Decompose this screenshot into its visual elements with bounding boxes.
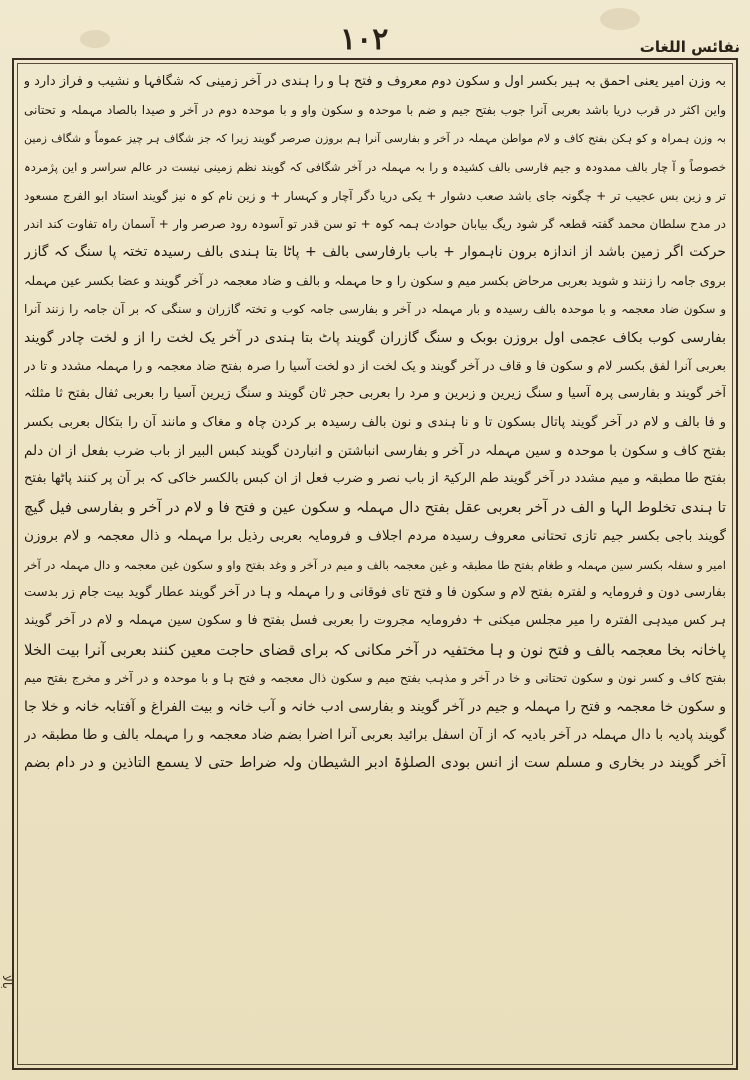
text-line: گویند پادیہ با دال مہملہ در آخر بادیہ کہ از آن اسفل برائید بعربی آنرا اضرا بضم ضاد معجمہ و را مہملہ بالف و طا مطبقہ در bbox=[24, 726, 726, 743]
text-line: و فا بالف و لام در آخر گویند پاتال بسکون تا و نا ہندی و نون بالف رسیدہ بر کردن چاہ و مغاک و مانند آن را بتکال بعربی بکسر bbox=[24, 414, 726, 430]
text-line: در مدح سلطان محمد گفتہ قطعہ گر شود ریگ بیابان حوادث ہمہ کوہ + تو سن قدر تو آسودہ رود صرصر وار + آسمان راہ تفاوت کند اندر bbox=[24, 216, 726, 231]
text-line: بفتح کاف و کسر نون و سکون تحتانی و خا در آخر و مذہب بفتح میم و سکون ذال معجمہ و فتح ہا و با موحدہ و در آخر و مخرج بفتح میم bbox=[24, 671, 726, 686]
text-line: حرکت اگر زمین باشد از اندازہ برون ناہموار + باب بارفارسی بالف + پاٹا بتا ہندی بالف رسیدہ تختہ پا سنگ کہ گازر bbox=[24, 244, 726, 261]
text-frame bbox=[12, 58, 738, 1070]
text-line: آخر گویند در بخاری و مسلم ست از انس بودی الصلوٰۃ ادبر الشیطان ولہ ضراط حتی لا یسمع التاذین و در دام بضم bbox=[24, 755, 726, 772]
text-line: واین اکثر در قرب دریا باشد بعربی آنرا جوب بفتح جیم و ضم با موحدہ و سکون واو و با موحدہ دوم در آخر و صیدا بالصاد مہملہ و تحتانی bbox=[24, 103, 726, 118]
text-line: گویند باجی بکسر جیم تازی تحتانی معروف رسیدہ مردم اجلاف و فرومایہ بعربی رذیل برا مہملہ و ذال معجمہ و لام بروزن bbox=[24, 528, 726, 545]
text-line: تا ہندی تخلوط الہا و الف در آخر بعربی عقل بفتح دال مہملہ و سکون عین و فتح فا و لام در آخر و بفارسی فیل گیچ bbox=[24, 499, 726, 516]
text-body bbox=[24, 68, 726, 1060]
text-line: پاخانہ بخا معجمہ بالف و فتح نون و ہا مختفیہ در آخر مکانی کہ برای قضای حاجت معین کنند بعربی آنرا بیت الخلا bbox=[24, 640, 726, 659]
text-line: خصوصاً و آ چار بالف ممدودہ و جیم فارسی بالف کشیدہ و را بہ مہملہ در آخر شگافی کہ گویند نظم زمینی نیست در عالم سراسر و این پژمردہ bbox=[24, 160, 726, 175]
text-line: آخر گویند و بفارسی پرہ آسیا و سنگ زیرین و زبرین و مرد را بعربی حجر ثان گویند و سنگ زیرین آسیا را بعربی ثفال بفتح ثا مثلثہ bbox=[24, 386, 726, 402]
running-title: نفائس اللغات bbox=[639, 38, 740, 56]
text-line: بہ وزن ہمراہ و کو ہکن بفتح کاف و لام مواطن مہملہ در آخر و بفارسی آنرا ہم بروزن صرصر گویند زیرا کہ جز شگاف ہر چیز عموماً و شگاف زمین bbox=[24, 131, 726, 145]
paper-stain bbox=[80, 30, 110, 48]
text-line: بفارسی دون و فرومایہ و لفترہ بفتح لام و سکون فا و فتح تای فوقانی و را مہملہ و ہا در آخر گویند عطار گوید بیت جام زر بدست bbox=[24, 585, 726, 601]
text-line: بفتح کاف و سکون با موحدہ و سین مہملہ در آخر و بفارسی انباشتن و انباردن گویند کبس البیر از باب ضرب بفعل از ان دلم bbox=[24, 443, 726, 460]
text-line: ہر کس میدہی الفترہ را میر مجلس میکنی + دفرومایہ مجروت را بعربی فسل بفتح فا و سکون سین مہملہ و لام در آخر گویند bbox=[24, 613, 726, 629]
text-line: امیر و سفلہ بکسر سین مہملہ و طغام بفتح طا مطبقہ و غین معجمہ بالف و میم در آخر و وغد بفتح واو و سکون غین معجمہ و دال مہملہ در آخر bbox=[24, 557, 726, 572]
text-line: بفتح طا مطبقہ و میم مشدد در آخر گویند طم الرکیۃ از باب نصر و ضرب فعل از ان کبس بالکسر خاکی کہ بر آن پر کنند پاٹھا بفتح bbox=[24, 471, 726, 487]
text-line: بفارسی کوب بکاف عجمی اول بروزن بوبک و سنگ گازران گویند پاٹ بتا ہندی در آخر یک لخت را از و لخت چادر گویند bbox=[24, 329, 726, 346]
text-line: تر و زین بس عجیب تر + چگونہ جای باشد صعب دشوار + یکی دریا دگر آچار و کہسار + و زین نام کو ہ نیز گویند استاد ابو الفرج مسعود bbox=[24, 188, 726, 203]
text-line: بعربی آنرا لفق بکسر لام و سکون فا و قاف در آخر گویند و یک لخت از دو لخت آسیا را صرہ بفتح ضاد معجمہ و را مہملہ مشدد و تا در bbox=[24, 357, 726, 373]
text-line: بہ وزن امیر یعنی احمق بہ ہیر بکسر اول و سکون دوم معروف و فتح ہا و را ہندی در آخر زمینی کہ شگافہا و نشیب و فراز دارد و bbox=[24, 74, 726, 89]
text-line: بروی جامہ را زنند و شوید بعربی مرحاض بکسر میم و سکون را و حا مہملہ و بالف و ضاد معجمہ در آخر گویند و عضا بکسر عین مہملہ bbox=[24, 272, 726, 288]
text-line: و سکون خا معجمہ و فتح را مہملہ و جیم در آخر گویند و بفارسی ادب خانہ و آب خانہ و بیت الفراغ و آفتابہ خانہ و خلا جا bbox=[24, 698, 726, 715]
margin-note: بالا bbox=[0, 975, 14, 989]
paper-stain bbox=[600, 8, 640, 30]
text-line: و سکون ضاد معجمہ و با موحدہ بالف رسیدہ و بار مہملہ در آخر و بفارسی جامہ کوب و تختہ گازران و سنگی کہ بر آن جامہ را زنند آنرا bbox=[24, 302, 726, 317]
page-number: ۱۰۲ bbox=[340, 22, 389, 57]
